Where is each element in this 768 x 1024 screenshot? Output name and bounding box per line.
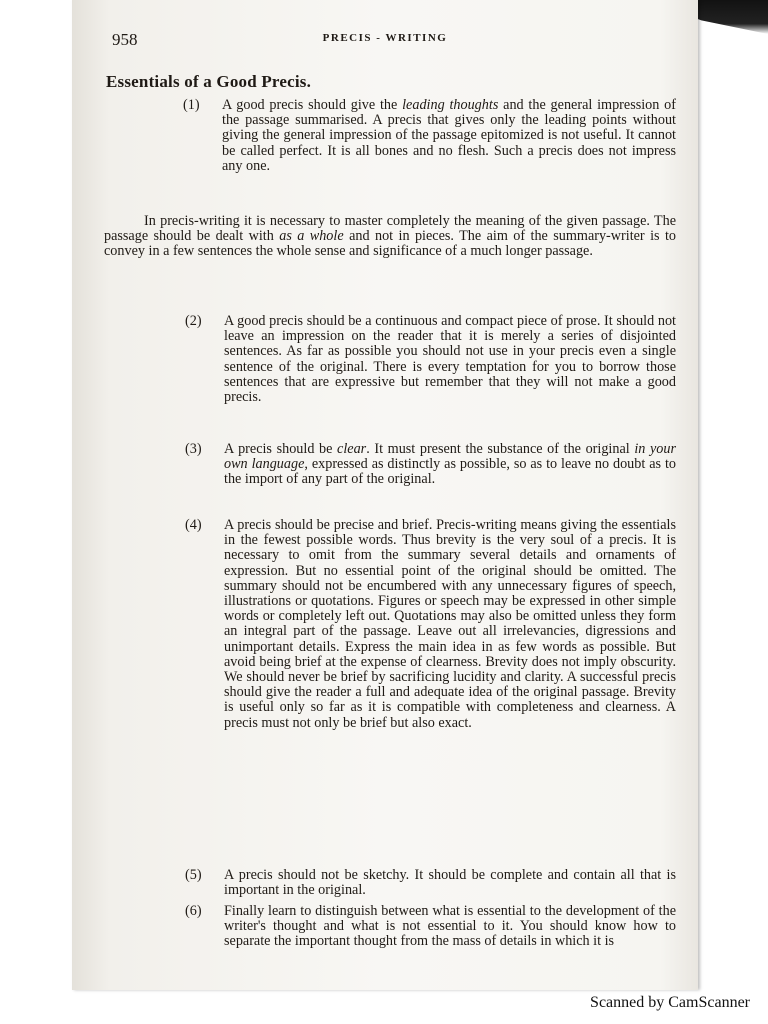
running-title: PRECIS - WRITING (322, 32, 448, 44)
list-item (185, 867, 676, 899)
item-text: Finally learn to distinguish between what is essential to the development of the writer's thought and what is not essential to it. You should know how to separate the important thought from the mass of details in which it is (224, 903, 676, 950)
emphasis: as a whole (279, 228, 344, 245)
list-item (185, 313, 676, 406)
page-number: 958 (112, 30, 138, 49)
item-number: (4) (185, 517, 202, 533)
emphasis: clear (337, 441, 367, 457)
item-number: (6) (185, 903, 202, 919)
item-text: A precis should be precise and brief. Precis-writing means giving the essentials in the fewest possible words. Thus brevity is the very soul of a precis. It is necessary to omit from the summary several details and ornaments of expression. But no essential point of the original should be omitted. The summary should not be encumbered with any unnecessary figures of speech, illustrations or quotations. Figures or speech may be expressed in other simple words or completely left out. Quotations may also be omitted unless they form an integral part of the passage. Leave out all irrelevancies, digressions and unimportant details. Express the main idea in as few words as possible. But avoid being brief at the expense of clearness. Brevity does not imply obscurity. We should never be brief by sacrificing lucidity and clarity. A successful precis should give the reader a full and adequate idea of the original passage. Brevity is useful only so far as it is compatible with completeness and clearness. A precis must not only be brief but also exact. (224, 517, 676, 731)
emphasis: leading thoughts (402, 97, 499, 113)
running-head (112, 30, 658, 52)
scanner-watermark: Scanned by CamScanner (590, 994, 750, 1011)
item-number: (5) (185, 867, 202, 883)
emphasis: in your own language (224, 441, 676, 473)
item-number: (1) (183, 97, 200, 113)
body-paragraph: In precis-writing it is necessary to master completely the meaning of the given passage. The passage should be dealt with as a whole and not in pieces. The aim of the summary-writer is to convey in a few sentences the whole sense and significance of a much longer passage. (104, 213, 676, 260)
list-item (185, 441, 676, 488)
book-page (72, 0, 698, 990)
item-text: A good precis should give the leading thoughts and the general impression of the passage summarised. A precis that gives only the leading points without giving the general impression of the passage epitomized is not useful. It cannot be called perfect. It is all bones and no flesh. Such a precis does not impress any one. (222, 97, 676, 174)
list-item (185, 903, 676, 950)
section-heading: Essentials of a Good Precis. (106, 72, 312, 91)
list-item (185, 517, 676, 731)
item-text: A precis should not be sketchy. It should be complete and contain all that is important in the original. (224, 867, 676, 899)
item-number: (3) (185, 441, 202, 457)
item-text: A precis should be clear. It must present the substance of the original in your own language, expressed as distinctly as possible, so as to leave no doubt as to the import of any part of the original. (224, 441, 676, 488)
item-number: (2) (185, 313, 202, 329)
list-item (183, 97, 676, 174)
item-text: A good precis should be a continuous and compact piece of prose. It should not leave an impression on the reader that it is merely a series of disjointed sentences. As far as possible you should not use in your precis even a single sentence of the original. There is every temptation for you to borrow those sentences that are expressive but remember that they will not make a good precis. (224, 313, 676, 406)
